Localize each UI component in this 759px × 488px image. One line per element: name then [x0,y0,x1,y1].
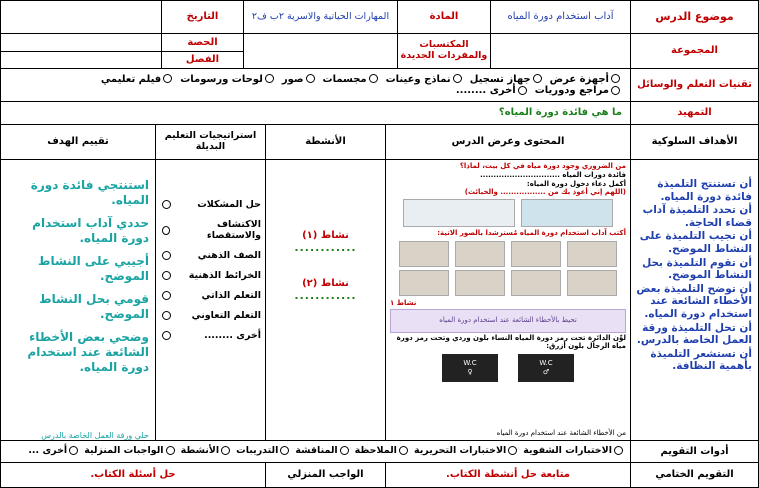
tool-option-label: الاختبارات التحريرية [413,445,507,457]
class-label: الفصل [185,54,220,66]
col-objectives-header: الأهداف السلوكية [630,125,758,159]
objective-item: أن تقوم التلميذة بحل النشاط الموضح. [642,256,752,282]
wc-signs-row [390,354,626,382]
activity-2-dots[interactable]: ............ [294,289,357,302]
content-area [385,160,630,440]
radio-circle-icon[interactable] [162,331,171,340]
objective-item: أن تجيب التلميذة على النشاط الموضح. [639,230,752,255]
assessment-list [5,178,149,375]
period-class-labels [161,34,243,68]
strategy-option[interactable] [160,330,261,341]
radio-circle-icon[interactable] [162,291,171,300]
radio-circle-icon[interactable] [453,74,462,83]
radio-circle-icon[interactable] [533,74,542,83]
wc-sign-men [518,354,574,382]
tech-option-label: نماذج وعينات [385,73,451,85]
objective-item: أن تحل التلميذة ورقة العمل الخاصة بالدرس. [636,321,752,347]
radio-circle-icon[interactable] [221,446,230,455]
tech-option[interactable] [456,85,527,97]
activity-1-dots[interactable]: ............ [294,241,357,254]
objective-item: أن تستنتج التلميذة فائدة دورة المياه. [657,178,752,203]
content-line3: لوِّن الدائرة تحت رمز دورة المياه النساء بلون وردي وتحت رمز دورة مياه الرجال بلون أزرق: [396,333,626,351]
radio-circle-icon[interactable] [369,74,378,83]
col-strategies-header: استراتيجيات التعليم البديلة [155,125,265,159]
intro-label: التمهيد [630,102,758,124]
tech-option[interactable] [386,74,462,86]
radio-circle-icon[interactable] [611,86,620,95]
wc-sign-women-label: W.C [463,359,477,368]
tool-option-label: أخرى ... [28,445,68,457]
tool-option-label: التدريبات [236,445,279,457]
objective-item: أن تحدد التلميذة آداب قضاء الحاجة. [642,204,752,229]
strategy-label: الاكتشاف والاستقصاء [206,219,261,241]
wc-sign-men-label: W.C [539,359,553,368]
tool-option-label: الأنشطة [180,445,220,457]
assessment-note: حلي ورقة العمل الخاصة بالدرس [41,431,149,440]
radio-circle-icon[interactable] [162,251,171,260]
radio-circle-icon[interactable] [340,446,349,455]
strategy-label: حل المشكلات [197,199,261,210]
tools-label: أدوات التقويم [630,441,758,462]
tool-option-label: الاختبارات الشفوية [523,445,612,457]
tech-option[interactable] [550,74,620,86]
lesson-topic-label: موضوع الدرس [630,1,758,33]
content-bullet1: فائدة دورات المياه .............................. [480,170,626,179]
content-dua: (اللهم إني أعوذ بك من ................. والخبائث) [464,188,626,197]
strategy-label: أخرى ........ [204,330,261,341]
strategy-option[interactable] [160,219,261,241]
final-row [1,463,758,487]
radio-circle-icon[interactable] [163,74,172,83]
radio-circle-icon[interactable] [306,74,315,83]
assessment-item: استنتجي فائدة دورة المياه. [30,178,149,207]
objectives-list [630,160,758,440]
assessment-item: حددي آداب استخدام دورة المياه. [32,216,149,245]
date-value[interactable] [1,1,161,33]
tech-option-label: فيلم تعليمي [100,73,162,85]
woman-icon: ♀ [467,368,473,376]
activities-col [265,160,385,440]
radio-circle-icon[interactable] [518,86,527,95]
group-value[interactable] [490,34,630,68]
assessment-item: قومي بحل النشاط الموضح. [39,292,149,321]
radio-circle-icon[interactable] [162,200,171,209]
content-footer: من الأخطاء الشائعة عند استخدام دورة المياه [496,429,626,438]
strategy-label: الخرائط الذهنية [188,270,261,281]
manners-image-2 [511,241,561,267]
tech-option[interactable] [323,74,378,86]
activity1-tag: نشاط ١ [390,298,417,307]
lesson-topic-value: آداب استخدام دورة المياه [490,1,630,33]
tool-option[interactable] [28,446,78,457]
tech-option-label: أجهزة عرض [549,73,609,85]
final-label: التقويم الختامي [630,463,758,487]
radio-circle-icon[interactable] [508,446,517,455]
tool-option-label: الملاحظة [354,445,397,457]
tool-option[interactable] [84,446,174,457]
assessment-item: أجيبي على النشاط الموضح. [38,254,149,283]
strategy-option[interactable] [160,270,261,281]
manners-image-8 [399,270,449,296]
strategies-list [155,160,265,440]
tech-option[interactable] [101,74,172,86]
objective-item: أن توضح التلميذة بعض الأخطاء الشائعة عند استخدام دورة المياه. [636,282,752,320]
radio-circle-icon[interactable] [166,446,175,455]
tool-option[interactable] [414,446,517,457]
toilet-images-row [390,199,626,227]
tech-option-label: مراجع ودوريات [534,85,609,96]
main-body [1,125,758,441]
col-activities-header: الأنشطة [265,125,385,159]
assessment-item: وضحي بعض الأخطاء الشائعة عند استخدام دورة المياه. [27,330,149,374]
intro-text: ما هي فائدة دورة المياه؟ [498,107,622,119]
vocab-value[interactable] [243,34,397,68]
tech-option[interactable] [180,74,274,86]
date-label: التاريخ [161,1,243,33]
radio-circle-icon[interactable] [162,226,170,235]
manners-image-4 [399,241,449,267]
manners-image-3 [455,241,505,267]
content-line2: أكتب آداب استخدام دورة المياه مُسترشدا بالصور الاتية: [437,229,626,237]
objective-item: أن تستشعر التلميذة بأهمية النظافة. [650,347,752,373]
tech-option-label: صور [281,73,304,85]
manners-images-row-2 [390,270,626,296]
tool-option[interactable] [523,446,623,457]
activity-banner: تحيط بالأخطاء الشائعة عند استخدام دورة المياه [390,309,626,333]
period-value[interactable] [1,34,161,52]
col-assessment-header: تقييم الهدف [47,136,109,148]
subject-value: المهارات الحياتية والاسرية ٢ب ف٢ [243,1,397,33]
tools-row [1,441,758,463]
period-label: الحصة [162,34,243,52]
strategy-option[interactable] [160,290,261,301]
columns-body [1,160,758,440]
tool-option-label: الواجبات المنزلية [84,445,164,457]
activity-2-label: نشاط (٢) [302,278,349,289]
tech-label: تقنيات التعلم والوسائل [630,69,758,101]
period-class-values [1,34,161,68]
radio-circle-icon[interactable] [265,74,274,83]
radio-circle-icon[interactable] [614,446,623,455]
tech-options [1,69,630,101]
manners-image-1 [567,241,617,267]
tools-options [1,441,630,462]
strategy-option[interactable] [160,250,261,261]
final-value: متابعة حل أنشطة الكتاب. [385,463,630,487]
strategy-label: الصف الذهني [197,250,261,261]
tech-option[interactable] [535,85,620,97]
strategy-label: التعلم الذاتي [201,290,261,301]
tech-row [1,69,758,102]
radio-circle-icon[interactable] [162,311,171,320]
homework-label: الواجب المنزلي [265,463,385,487]
columns-header [1,125,758,160]
group-label: المجموعة [630,34,758,68]
tool-option[interactable] [355,446,408,457]
sink-image [521,199,613,227]
manners-image-7 [455,270,505,296]
radio-circle-icon[interactable] [69,446,78,455]
class-value[interactable] [1,52,161,68]
strategy-label: التعلم التعاوني [191,310,261,321]
tool-option[interactable] [295,446,348,457]
radio-circle-icon[interactable] [611,74,620,83]
manners-image-6 [511,270,561,296]
tech-option-label: أخرى ........ [455,85,516,96]
tech-option-label: جهاز تسجيل [469,73,531,85]
content-bullet2: أكمل دعاء دخول دورة المياه: [526,179,626,188]
tech-option[interactable] [282,74,315,86]
intro-row [1,102,758,125]
vocab-label: المكتسبات والمفردات الجديدة [397,34,490,68]
homework-value: حل أسئلة الكتاب. [90,469,176,481]
header-row-1 [1,1,758,34]
tech-option-label: لوحات ورسومات [180,73,263,85]
wc-sign-women [442,354,498,382]
header-row-2 [1,34,758,69]
tool-option[interactable] [181,446,231,457]
man-icon: ♂ [542,368,550,376]
content-line1: من الضروري وجود دورة مياه في كل بيت، لماذا؟ [459,162,626,170]
strategy-option[interactable] [160,199,261,210]
tool-option[interactable] [236,446,289,457]
manners-images-row-1 [390,241,626,267]
subject-label: المادة [397,1,490,33]
radio-circle-icon[interactable] [280,446,289,455]
manners-image-5 [567,270,617,296]
radio-circle-icon[interactable] [162,271,171,280]
strategy-option[interactable] [160,310,261,321]
col-content-header: المحتوى وعرض الدرس [385,125,630,159]
tech-option[interactable] [470,74,542,86]
assessment-col [1,160,155,440]
toilet-image [403,199,515,227]
tool-option-label: المناقشة [295,445,338,457]
radio-circle-icon[interactable] [399,446,408,455]
activity-1-label: نشاط (١) [302,230,349,241]
tech-option-label: مجسمات [322,73,367,85]
